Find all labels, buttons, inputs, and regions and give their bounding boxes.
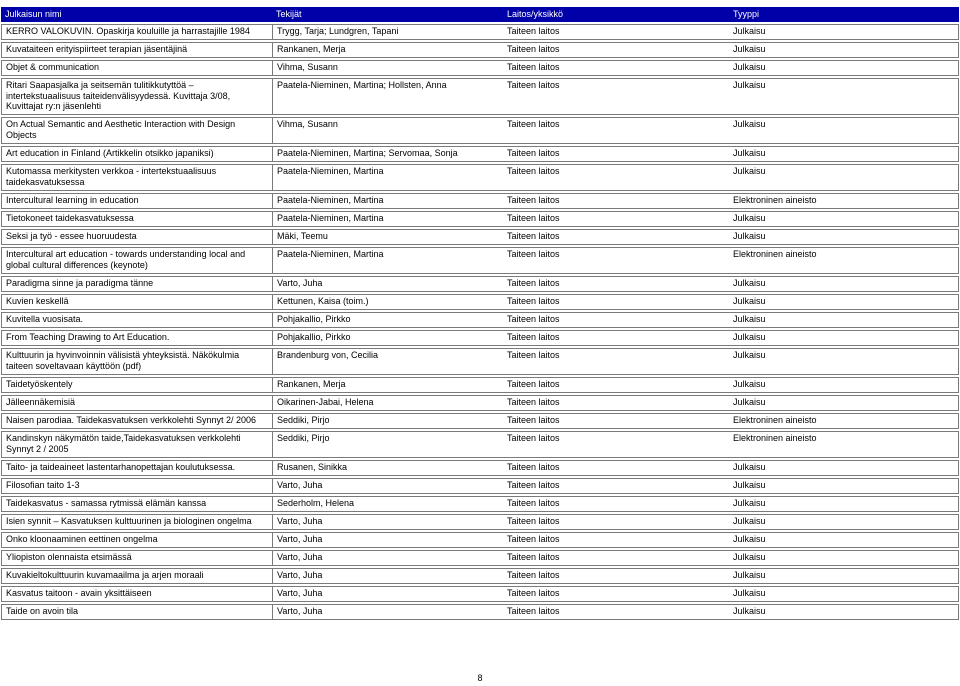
cell-authors: Mäki, Teemu <box>272 229 503 245</box>
column-header-authors: Tekijät <box>272 7 503 22</box>
cell-department: Taiteen laitos <box>503 60 729 76</box>
cell-department: Taiteen laitos <box>503 395 729 411</box>
cell-type: Julkaisu <box>729 496 959 512</box>
cell-type: Elektroninen aineisto <box>729 431 959 458</box>
cell-authors: Rankanen, Merja <box>272 377 503 393</box>
cell-authors: Trygg, Tarja; Lundgren, Tapani <box>272 24 503 40</box>
cell-type: Julkaisu <box>729 294 959 310</box>
cell-authors: Pohjakallio, Pirkko <box>272 330 503 346</box>
table-row <box>1 496 959 512</box>
cell-name: Taidekasvatus - samassa rytmissä elämän kanssa <box>1 496 272 512</box>
cell-type: Julkaisu <box>729 478 959 494</box>
cell-name: Tietokoneet taidekasvatuksessa <box>1 211 272 227</box>
table-row <box>1 348 959 375</box>
cell-name: Intercultural art education - towards understanding local and global cultural differences (keynote) <box>1 247 272 274</box>
table-row <box>1 395 959 411</box>
cell-authors: Paatela-Nieminen, Martina <box>272 247 503 274</box>
cell-type: Elektroninen aineisto <box>729 193 959 209</box>
cell-authors: Seddiki, Pirjo <box>272 413 503 429</box>
table-row <box>1 78 959 115</box>
cell-type: Julkaisu <box>729 460 959 476</box>
table-row <box>1 568 959 584</box>
cell-type: Julkaisu <box>729 229 959 245</box>
cell-department: Taiteen laitos <box>503 146 729 162</box>
cell-authors: Varto, Juha <box>272 478 503 494</box>
table-row <box>1 330 959 346</box>
cell-type: Julkaisu <box>729 24 959 40</box>
cell-department: Taiteen laitos <box>503 229 729 245</box>
cell-type: Julkaisu <box>729 514 959 530</box>
cell-type: Julkaisu <box>729 117 959 144</box>
page-number: 8 <box>477 673 483 683</box>
cell-type: Julkaisu <box>729 550 959 566</box>
cell-department: Taiteen laitos <box>503 568 729 584</box>
table-row <box>1 193 959 209</box>
cell-type: Julkaisu <box>729 568 959 584</box>
cell-department: Taiteen laitos <box>503 247 729 274</box>
cell-department: Taiteen laitos <box>503 117 729 144</box>
cell-authors: Vihma, Susann <box>272 60 503 76</box>
cell-name: Kuvien keskellä <box>1 294 272 310</box>
column-header-name: Julkaisun nimi <box>1 7 272 22</box>
cell-department: Taiteen laitos <box>503 24 729 40</box>
cell-department: Taiteen laitos <box>503 460 729 476</box>
cell-name: Intercultural learning in education <box>1 193 272 209</box>
cell-authors: Rankanen, Merja <box>272 42 503 58</box>
cell-name: Kasvatus taitoon - avain yksittäiseen <box>1 586 272 602</box>
cell-authors: Kettunen, Kaisa (toim.) <box>272 294 503 310</box>
cell-name: Kulttuurin ja hyvinvoinnin välisistä yhteyksistä. Näkökulmia taiteen soveltavaan käyttöön (pdf) <box>1 348 272 375</box>
cell-name: Onko kloonaaminen eettinen ongelma <box>1 532 272 548</box>
table-row <box>1 431 959 458</box>
cell-type: Julkaisu <box>729 276 959 292</box>
cell-department: Taiteen laitos <box>503 164 729 191</box>
cell-type: Julkaisu <box>729 146 959 162</box>
cell-department: Taiteen laitos <box>503 330 729 346</box>
cell-department: Taiteen laitos <box>503 211 729 227</box>
cell-department: Taiteen laitos <box>503 514 729 530</box>
table-row <box>1 164 959 191</box>
cell-authors: Pohjakallio, Pirkko <box>272 312 503 328</box>
cell-name: Isien synnit – Kasvatuksen kulttuurinen ja biologinen ongelma <box>1 514 272 530</box>
cell-authors: Rusanen, Sinikka <box>272 460 503 476</box>
cell-type: Julkaisu <box>729 532 959 548</box>
table-row <box>1 604 959 620</box>
cell-department: Taiteen laitos <box>503 478 729 494</box>
table-row <box>1 211 959 227</box>
table-row <box>1 229 959 245</box>
cell-type: Elektroninen aineisto <box>729 247 959 274</box>
cell-name: Taidetyöskentely <box>1 377 272 393</box>
table-row <box>1 377 959 393</box>
table-row <box>1 276 959 292</box>
table-row <box>1 24 959 40</box>
cell-type: Julkaisu <box>729 211 959 227</box>
table-row <box>1 460 959 476</box>
cell-authors: Varto, Juha <box>272 568 503 584</box>
cell-type: Julkaisu <box>729 348 959 375</box>
cell-type: Elektroninen aineisto <box>729 413 959 429</box>
cell-name: Taito- ja taideaineet lastentarhanopettajan koulutuksessa. <box>1 460 272 476</box>
column-header-department: Laitos/yksikkö <box>503 7 729 22</box>
cell-department: Taiteen laitos <box>503 276 729 292</box>
cell-authors: Vihma, Susann <box>272 117 503 144</box>
cell-authors: Varto, Juha <box>272 586 503 602</box>
table-row <box>1 42 959 58</box>
cell-authors: Paatela-Nieminen, Martina; Servomaa, Sonja <box>272 146 503 162</box>
cell-authors: Sederholm, Helena <box>272 496 503 512</box>
table-body <box>1 24 959 620</box>
cell-department: Taiteen laitos <box>503 431 729 458</box>
cell-name: Art education in Finland (Artikkelin otsikko japaniksi) <box>1 146 272 162</box>
cell-authors: Paatela-Nieminen, Martina; Hollsten, Anna <box>272 78 503 115</box>
cell-authors: Seddiki, Pirjo <box>272 431 503 458</box>
cell-type: Julkaisu <box>729 42 959 58</box>
publications-table <box>1 5 959 622</box>
cell-type: Julkaisu <box>729 586 959 602</box>
cell-name: Kuvitella vuosisata. <box>1 312 272 328</box>
table-row <box>1 117 959 144</box>
cell-type: Julkaisu <box>729 377 959 393</box>
cell-authors: Paatela-Nieminen, Martina <box>272 164 503 191</box>
cell-type: Julkaisu <box>729 604 959 620</box>
cell-type: Julkaisu <box>729 78 959 115</box>
cell-type: Julkaisu <box>729 395 959 411</box>
cell-department: Taiteen laitos <box>503 377 729 393</box>
cell-name: Paradigma sinne ja paradigma tänne <box>1 276 272 292</box>
table-row <box>1 60 959 76</box>
cell-authors: Varto, Juha <box>272 514 503 530</box>
cell-name: Objet & communication <box>1 60 272 76</box>
cell-authors: Brandenburg von, Cecilia <box>272 348 503 375</box>
cell-type: Julkaisu <box>729 60 959 76</box>
table-row <box>1 514 959 530</box>
table-row <box>1 550 959 566</box>
table-row <box>1 312 959 328</box>
cell-authors: Varto, Juha <box>272 276 503 292</box>
cell-authors: Oikarinen-Jabai, Helena <box>272 395 503 411</box>
cell-name: Jälleennäkemisiä <box>1 395 272 411</box>
cell-department: Taiteen laitos <box>503 348 729 375</box>
table-row <box>1 146 959 162</box>
cell-name: Naisen parodiaa. Taidekasvatuksen verkkolehti Synnyt 2/ 2006 <box>1 413 272 429</box>
cell-department: Taiteen laitos <box>503 413 729 429</box>
table-row <box>1 478 959 494</box>
cell-type: Julkaisu <box>729 164 959 191</box>
cell-name: Taide on avoin tila <box>1 604 272 620</box>
cell-authors: Varto, Juha <box>272 532 503 548</box>
table-row <box>1 294 959 310</box>
cell-department: Taiteen laitos <box>503 550 729 566</box>
table-header <box>1 7 959 22</box>
cell-name: Kuvakieltokulttuurin kuvamaailma ja arjen moraali <box>1 568 272 584</box>
cell-name: From Teaching Drawing to Art Education. <box>1 330 272 346</box>
cell-department: Taiteen laitos <box>503 193 729 209</box>
cell-department: Taiteen laitos <box>503 294 729 310</box>
cell-department: Taiteen laitos <box>503 586 729 602</box>
table-row <box>1 247 959 274</box>
cell-type: Julkaisu <box>729 330 959 346</box>
cell-type: Julkaisu <box>729 312 959 328</box>
cell-authors: Varto, Juha <box>272 550 503 566</box>
cell-name: Kandinskyn näkymätön taide,Taidekasvatuksen verkkolehti Synnyt 2 / 2005 <box>1 431 272 458</box>
table-row <box>1 586 959 602</box>
cell-department: Taiteen laitos <box>503 604 729 620</box>
column-header-type: Tyyppi <box>729 7 959 22</box>
cell-department: Taiteen laitos <box>503 312 729 328</box>
cell-department: Taiteen laitos <box>503 42 729 58</box>
cell-name: Seksi ja työ - essee huoruudesta <box>1 229 272 245</box>
table-row <box>1 413 959 429</box>
cell-authors: Paatela-Nieminen, Martina <box>272 211 503 227</box>
cell-name: Kutomassa merkitysten verkkoa - intertekstuaalisuus taidekasvatuksessa <box>1 164 272 191</box>
cell-department: Taiteen laitos <box>503 532 729 548</box>
cell-department: Taiteen laitos <box>503 78 729 115</box>
table-row <box>1 532 959 548</box>
cell-department: Taiteen laitos <box>503 496 729 512</box>
cell-name: Ritari Saapasjalka ja seitsemän tulitikkutyttöä – intertekstuaalisuus taiteidenvälisyydessä. Kuvittaja 3/08, Kuvittajat ry:n jäsenlehti <box>1 78 272 115</box>
cell-authors: Paatela-Nieminen, Martina <box>272 193 503 209</box>
cell-name: Kuvataiteen erityispiirteet terapian jäsentäjinä <box>1 42 272 58</box>
cell-name: Filosofian taito 1-3 <box>1 478 272 494</box>
header-row <box>1 7 959 22</box>
cell-name: KERRO VALOKUVIN. Opaskirja kouluille ja harrastajille 1984 <box>1 24 272 40</box>
cell-name: On Actual Semantic and Aesthetic Interaction with Design Objects <box>1 117 272 144</box>
cell-authors: Varto, Juha <box>272 604 503 620</box>
cell-name: Yliopiston olennaista etsimässä <box>1 550 272 566</box>
